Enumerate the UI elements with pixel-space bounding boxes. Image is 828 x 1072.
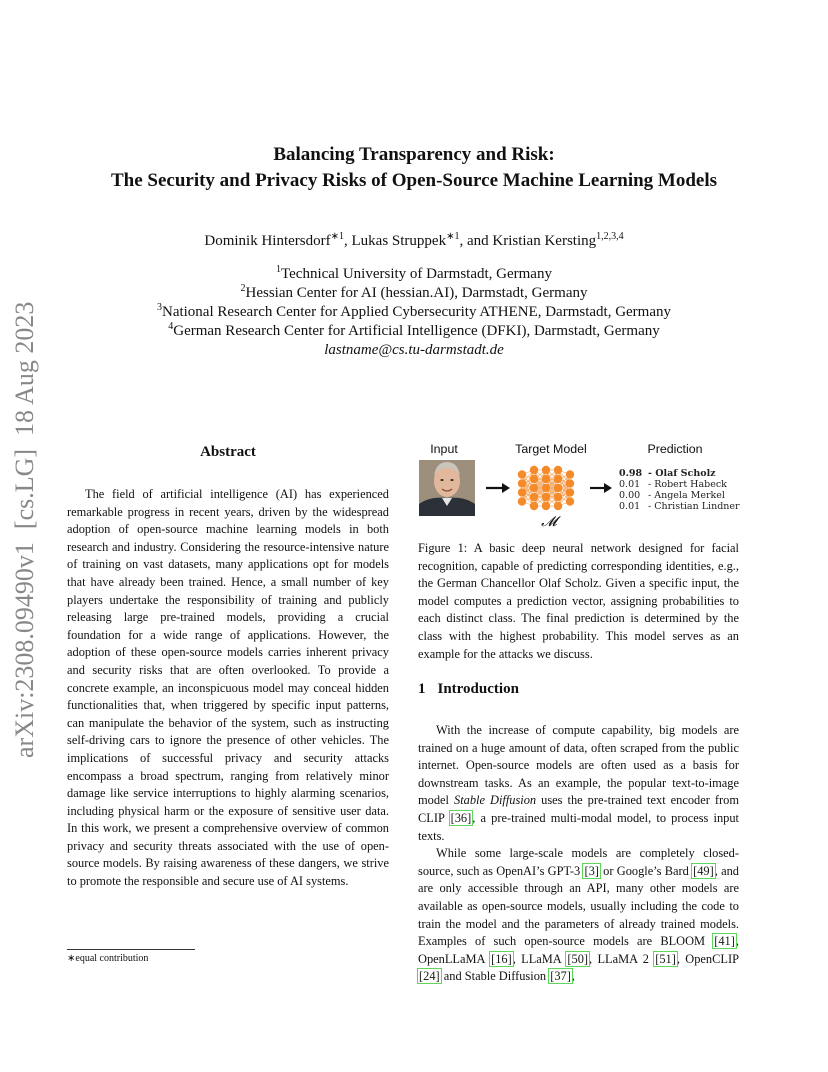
introduction-text — [418, 722, 739, 986]
network-node — [530, 466, 538, 474]
paragraph — [418, 845, 739, 986]
figure-caption: Figure 1: A basic deep neural network designed for facial recognition, capable of predicting corresponding identities, e.g., the German Chancellor Olaf Scholz. Given a specific input, the model computes a prediction vector, assigning probabilities to each distinct class. The final prediction is determined by the class with the highest probability. This model serves as an example for the attacks we discuss. — [418, 541, 739, 661]
author-name: Lukas Struppek — [351, 233, 447, 249]
citation-link[interactable]: [49] — [693, 863, 714, 878]
network-node — [542, 466, 550, 474]
network-node — [554, 493, 562, 501]
footnote: ∗equal contribution — [67, 953, 149, 964]
author-affil-sup: 1,2,3,4 — [596, 231, 624, 242]
text-run: While some large-scale models are completely closed-source, such as OpenAI’s GPT-3 — [418, 846, 739, 878]
network-node — [518, 488, 526, 496]
arxiv-stamp — [2, 282, 42, 758]
affiliations — [0, 265, 828, 360]
network-node — [566, 488, 574, 496]
input-face-image — [419, 460, 475, 516]
arrow-right-icon — [590, 483, 612, 493]
network-node — [530, 493, 538, 501]
affiliation-line — [0, 284, 828, 303]
paragraph — [418, 722, 739, 845]
network-node — [530, 484, 538, 492]
text-run: With the increase of compute capability, big models are trained on a huge amount of data, often scraped from the public internet. Open-source models are often used as a basis for downstream tasks. As an example, the popular text-to-image model — [418, 723, 739, 808]
author-affil-sup: ∗1 — [330, 231, 344, 242]
text-run: and Stable Diffusion — [440, 969, 550, 984]
citation-link[interactable]: [3] — [584, 863, 599, 878]
prediction-score: 0.01 — [619, 501, 641, 512]
arrow-right-icon — [486, 483, 510, 493]
text-run: , OpenLLaMA — [418, 934, 739, 966]
title-line-2: The Security and Privacy Risks of Open-Source Machine Learning Models — [110, 170, 718, 191]
arxiv-id: arXiv:2308.09490v1 [cs.LG] 18 Aug 2023 — [10, 301, 39, 758]
network-node — [518, 470, 526, 478]
network-node — [530, 475, 538, 483]
citation-link[interactable]: [16] — [491, 951, 512, 966]
network-node — [542, 484, 550, 492]
neural-network-diagram — [518, 466, 574, 510]
abstract-text: The field of artificial intelligence (AI) has experienced remarkable progress in recent years, driven by the widespread adoption of open-source machine learning models in both research and industry. Considering the resource-intensive nature of training on vast datasets, many applications opt for models that have already been trained. Hence, a small number of key players undertake the responsibility of training and publicly releasing large pre-trained models, providing a crucial foundation for a wide range of applications. However, the adoption of these open-source models carries inherent privacy and security risks that are often overlooked. To provide a concrete example, an inconspicuous model may conceal hidden functionalities that, when triggered by specific input patterns, can manipulate the behavior of the system, such as instructing self-driving cars to ignore the presence of other vehicles. The implications of successful privacy and security attacks encompass a broad spectrum, ranging from relatively minor damage like service interruptions to highly alarming scenarios, including physical harm or the exposure of sensitive user data. In this work, we present a comprehensive overview of common privacy and security threats associated with the use of open-source models. By raising awareness of these dangers, we strive to promote the responsible and secure use of AI systems. — [67, 487, 389, 889]
figure-header-input: Input — [430, 442, 458, 456]
prediction-score: 0.01 — [619, 479, 641, 490]
prediction-score: 0.98 — [619, 468, 643, 479]
footnote-rule — [67, 949, 195, 950]
section-number: 1 — [418, 681, 426, 697]
network-node — [566, 497, 574, 505]
network-node — [518, 479, 526, 487]
prediction-label: - Olaf Scholz — [648, 468, 716, 479]
citation-link[interactable]: [24] — [419, 969, 440, 984]
author-affil-sup: ∗1 — [446, 231, 460, 242]
network-node — [554, 502, 562, 510]
affil-num: 3 — [156, 302, 162, 313]
affil-num: 4 — [168, 321, 174, 332]
text-run: uses the pre-trained text encoder from CLIP — [418, 793, 739, 825]
citation-link[interactable]: [36] — [450, 810, 472, 825]
prediction-list — [619, 468, 740, 512]
figure-1 — [418, 440, 740, 530]
prediction-score: 0.00 — [619, 490, 641, 501]
affiliation-line — [0, 265, 828, 284]
affiliation-line — [0, 322, 828, 341]
affil-text: German Research Center for Artificial Intelligence (DFKI), Darmstadt, Germany — [173, 323, 660, 339]
network-node — [542, 502, 550, 510]
author-name: Dominik Hintersdorf — [204, 233, 331, 249]
prediction-label: - Angela Merkel — [648, 490, 725, 501]
paper-title — [0, 142, 828, 194]
text-run: , — [571, 969, 575, 984]
abstract-heading: Abstract — [200, 444, 256, 460]
affil-text: National Research Center for Applied Cybersecurity ATHENE, Darmstadt, Germany — [161, 304, 672, 320]
citation-link[interactable]: [50] — [567, 951, 589, 966]
network-node — [554, 466, 562, 474]
network-node — [518, 497, 526, 505]
author-name: Kristian Kersting — [492, 233, 597, 249]
affiliation-line — [0, 303, 828, 322]
text-run: , a pre-trained multi-modal model, to process input texts. — [418, 810, 739, 843]
text-run: , OpenCLIP — [676, 951, 739, 966]
text-run: or Google’s Bard — [599, 863, 693, 878]
figure-header-model: Target Model — [515, 442, 587, 456]
affil-num: 2 — [240, 283, 246, 294]
model-symbol: 𝓜 — [541, 514, 557, 530]
title-line-1: Balancing Transparency and Risk: — [273, 144, 555, 165]
prediction-label: - Robert Habeck — [648, 479, 727, 490]
network-node — [542, 493, 550, 501]
prediction-label: - Christian Lindner — [648, 501, 740, 512]
citation-link[interactable]: [37] — [550, 969, 571, 984]
affil-num: 1 — [276, 264, 282, 275]
network-node — [554, 484, 562, 492]
network-node — [530, 502, 538, 510]
citation-link[interactable]: [51] — [655, 951, 676, 966]
network-node — [542, 475, 550, 483]
emphasis: Stable Diffusion — [454, 793, 537, 808]
text-run: , and are only accessible through an API, many other models are available as open-source models, usually including the code to train the model and the parameters of already trained models. Examples of such open-source models are BLOOM — [418, 863, 739, 949]
text-run: , LLaMA — [512, 951, 567, 966]
author-list: Dominik Hintersdorf$^{∗1}$, Lukas Struppek$^{∗1}$, and Kristian Kersting$^{1,2,3,4}$ — [204, 231, 624, 249]
affil-text: Technical University of Darmstadt, Germany — [281, 266, 552, 282]
figure-header-prediction: Prediction — [647, 442, 703, 456]
contact-email: lastname@cs.tu-darmstadt.de — [324, 342, 504, 358]
section-heading — [418, 681, 531, 698]
network-node — [566, 470, 574, 478]
citation-link[interactable]: [41] — [714, 934, 735, 949]
text-run: , LLaMA 2 — [589, 951, 655, 966]
network-node — [554, 475, 562, 483]
section-title: Introduction — [437, 681, 519, 697]
affil-text: Hessian Center for AI (hessian.AI), Darmstadt, Germany — [245, 285, 588, 301]
network-node — [566, 479, 574, 487]
